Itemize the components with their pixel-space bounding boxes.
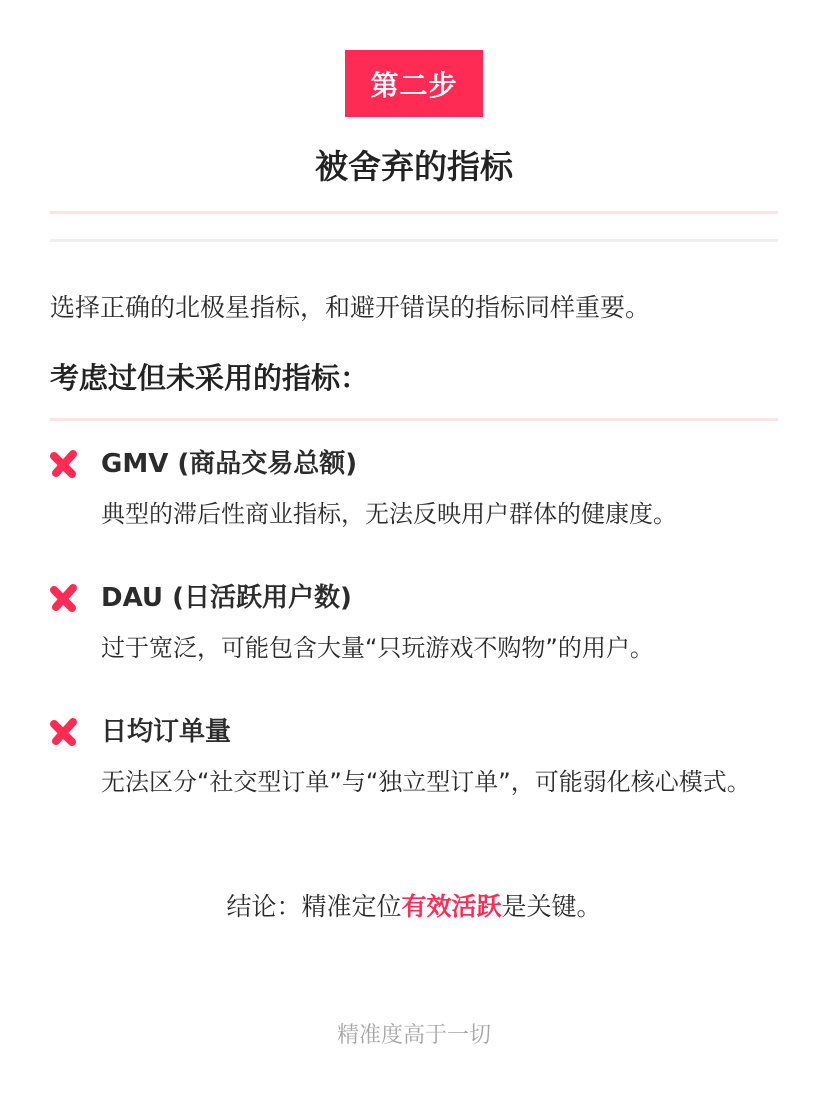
metric-name: GMV (商品交易总额) [101, 449, 358, 479]
conclusion-prefix: 结论：精准定位 [226, 892, 402, 921]
conclusion [0, 887, 828, 927]
section-divider [50, 239, 778, 242]
step-badge: 第二步 [345, 50, 483, 117]
conclusion-suffix: 是关键。 [501, 892, 602, 921]
metric-description: 过于宽泛，可能包含大量“只玩游戏不购物”的用户。 [101, 634, 654, 662]
metric-description: 典型的滞后性商业指标，无法反映用户群体的健康度。 [101, 500, 677, 528]
page-title: 被舍弃的指标 [315, 147, 513, 186]
cross-icon [50, 584, 78, 612]
cross-icon [50, 718, 78, 746]
cross-icon [50, 450, 78, 478]
metric-name: 日均订单量 [101, 717, 232, 747]
metric-name: DAU (日活跃用户数) [101, 583, 352, 613]
heading-divider [50, 418, 778, 421]
conclusion-highlight: 有效活跃 [401, 892, 502, 921]
title-divider [50, 211, 778, 214]
footer-tagline: 精准度高于一切 [336, 1023, 491, 1048]
section-heading: 考虑过但未采用的指标： [50, 361, 370, 395]
metric-description: 无法区分“社交型订单”与“独立型订单”，可能弱化核心模式。 [101, 768, 751, 796]
intro-text: 选择正确的北极星指标，和避开错误的指标同样重要。 [50, 293, 651, 322]
